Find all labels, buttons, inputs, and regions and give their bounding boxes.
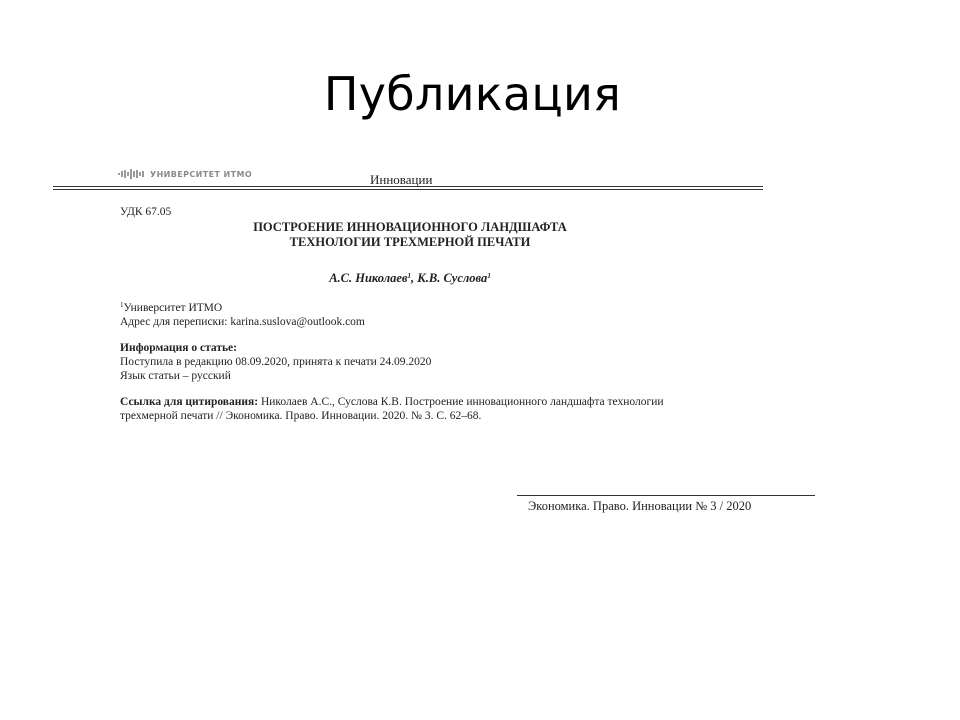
- article-title-line-1: ПОСТРОЕНИЕ ИННОВАЦИОННОГО ЛАНДШАФТА: [253, 220, 567, 234]
- received-dates: Поступила в редакцию 08.09.2020, принята к печати 24.09.2020: [120, 356, 432, 368]
- journal-footer: Экономика. Право. Инновации № 3 / 2020: [528, 499, 752, 513]
- author-2: К.В. Суслова: [417, 271, 488, 285]
- article-language: Язык статьи – русский: [120, 370, 231, 382]
- header-rule-double: [53, 189, 763, 190]
- citation-heading: Ссылка для цитирования:: [120, 396, 259, 408]
- affiliation-line: [120, 301, 365, 315]
- article-title: [180, 220, 640, 250]
- correspondence: Адрес для переписки: karina.suslova@outlook.com: [120, 316, 365, 328]
- slide-title: Публикация: [323, 67, 622, 121]
- article-info-block: [120, 341, 431, 383]
- itmo-logo: [118, 167, 252, 181]
- authors: [180, 271, 640, 286]
- affiliation: Университет ИТМО: [123, 302, 223, 314]
- header-rule: [53, 186, 763, 187]
- affiliation-block: [120, 301, 365, 329]
- running-head: Инновации: [370, 172, 433, 187]
- author-1-mark: 1: [407, 272, 412, 280]
- author-2-mark: 1: [487, 272, 491, 280]
- footer-rule: [517, 495, 815, 496]
- affiliation-mark: 1: [120, 301, 124, 309]
- udk-code: УДК 67.05: [120, 206, 172, 218]
- citation-block: [120, 395, 720, 423]
- citation-text: Николаев А.С., Суслова К.В. Построение инновационного ландшафта технологии трехмерной печати // Экономика. Право. Инновации. 2020. № 3. С. 62–68.: [120, 396, 664, 422]
- author-separator: ,: [411, 271, 418, 285]
- itmo-logo-icon: [118, 169, 146, 179]
- article-title-line-2: ТЕХНОЛОГИИ ТРЕХМЕРНОЙ ПЕЧАТИ: [289, 235, 531, 249]
- info-heading: Информация о статье:: [120, 342, 237, 354]
- logo-text: УНИВЕРСИТЕТ ИТМО: [150, 169, 253, 179]
- author-1: А.С. Николаев: [329, 271, 408, 285]
